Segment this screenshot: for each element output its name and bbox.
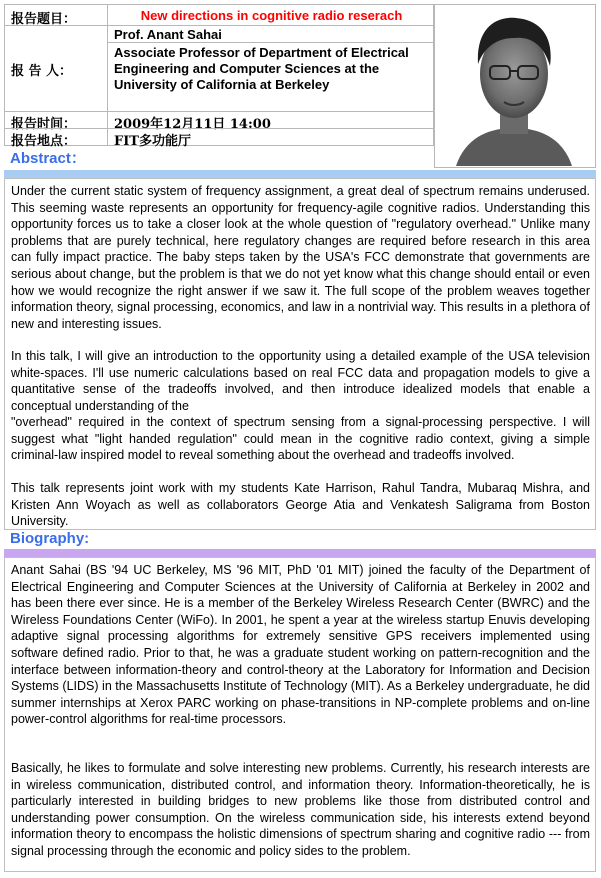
biography-heading: Biography: bbox=[10, 530, 90, 547]
biography-paragraph-2: Basically, he likes to formulate and solve interesting new problems. Currently, his research interests are in wireless communication, distributed control, and information theory. Information-theoretically, he is particularly interested in building bridges to new problems like those from distributed control and understanding power consumption. On the wireless communication side, his interests extend beyond information theory to encompass the holistic dimensions of spectrum sharing and cognitive radio --- from signal processing through the economic and policy sides to the problem. bbox=[11, 761, 590, 858]
speaker-portrait bbox=[436, 6, 592, 166]
abstract-paragraph-3: "overhead" required in the context of spectrum sensing from a signal-processing perspective. I will suggest what "light handed regulation" could mean in the cognitive radio context, giving a simple criminal-law inspired model to reveal something about the overhead and tradeoffs involved. bbox=[11, 415, 590, 463]
time-cell bbox=[107, 111, 434, 132]
talk-title: New directions in cognitive radio reserach bbox=[140, 8, 403, 23]
title-label: 报告题目： bbox=[11, 12, 77, 27]
announcement bbox=[4, 4, 596, 872]
speaker-label-cell bbox=[4, 25, 108, 112]
abstract-heading: Abstract： bbox=[10, 150, 86, 167]
abstract-paragraph-2: In this talk, I will give an introduction to the opportunity using a detailed example of the USA television white-spaces. I'll use numeric calculations based on real FCC data and propagation models to give a quantitative sense of the tradeoffs involved, and then introduce idealized models that enable a conceptual understanding of the bbox=[11, 349, 590, 413]
talk-location: FIT多功能厅 bbox=[114, 134, 191, 149]
speaker-name: Prof. Anant Sahai bbox=[114, 27, 222, 42]
speaker-name-cell bbox=[107, 25, 434, 43]
location-label: 报告地点： bbox=[11, 134, 77, 149]
abstract-box bbox=[4, 178, 596, 530]
title-label-cell bbox=[4, 4, 108, 26]
speaker-affiliation: Associate Professor of Department of Electrical Engineering and Computer Sciences at the University of California at Berkeley bbox=[114, 45, 409, 92]
time-label-cell bbox=[4, 111, 108, 132]
speaker-affiliation-cell bbox=[107, 42, 434, 112]
speaker-label: 报 告 人： bbox=[11, 64, 73, 79]
biography-divider bbox=[4, 549, 596, 557]
portrait-icon bbox=[436, 6, 592, 166]
time-label: 报告时间： bbox=[11, 117, 77, 132]
header-table bbox=[4, 4, 596, 168]
biography-box bbox=[4, 557, 596, 872]
talk-time: 2009年12月11日 14:00 bbox=[114, 117, 271, 132]
abstract-divider bbox=[4, 170, 596, 178]
location-cell bbox=[107, 128, 434, 149]
abstract-paragraph-1: Under the current static system of frequency assignment, a great deal of spectrum remains underused. This seeming waste represents an opportunity for frequency-agile cognitive radios. Understanding this opportunity forces us to take a closer look at the whole question of "regulatory overhead." Unlike many problems that are purely technical, here regulatory changes are required before research in this area can fully impact practice. The baby steps taken by the USA's FCC demonstrate that governments are serious about change, but the problem is that we do not yet know what this change should entail or even how we would recognize the right answer if we saw it. The full scope of the problem weaves together information theory, signal processing, economics, and law in a nontrivial way. This results in a plethora of new and interesting issues. bbox=[11, 184, 590, 331]
location-label-cell bbox=[4, 128, 108, 149]
title-cell bbox=[107, 4, 434, 26]
abstract-paragraph-4: This talk represents joint work with my students Kate Harrison, Rahul Tandra, Mubaraq Mishra, and Kristen Ann Woyach as well as collaborators George Atia and Venkatesh Saligrama from Boston University. bbox=[11, 481, 590, 529]
biography-paragraph-1: Anant Sahai (BS '94 UC Berkeley, MS '96 MIT, PhD '01 MIT) joined the faculty of the Department of Electrical Engineering and Computer Sciences at the University of California at Berkeley in 2002 and has been there ever since. He is a member of the Berkeley Wireless Research Center (BWRC) and the Wireless Foundations Center (WiFo). In 2001, he spent a year at the wireless startup Enuvis developing adaptive signal processing algorithms for extremely sensitive GPS receivers implemented using software defined radio. Prior to that, he was a graduate student working on pattern-recognition and the interface between information-theory and control-theory at the Laboratory for Information and Decision Systems (LIDS) in the Massachusetts Institute of Technology (MIT). As a Berkeley undergraduate, he did summer internships at Xerox PARC working on phase-transitions in NP-complete problems and on-line power-control algorithms for real-time processors. bbox=[11, 563, 590, 727]
